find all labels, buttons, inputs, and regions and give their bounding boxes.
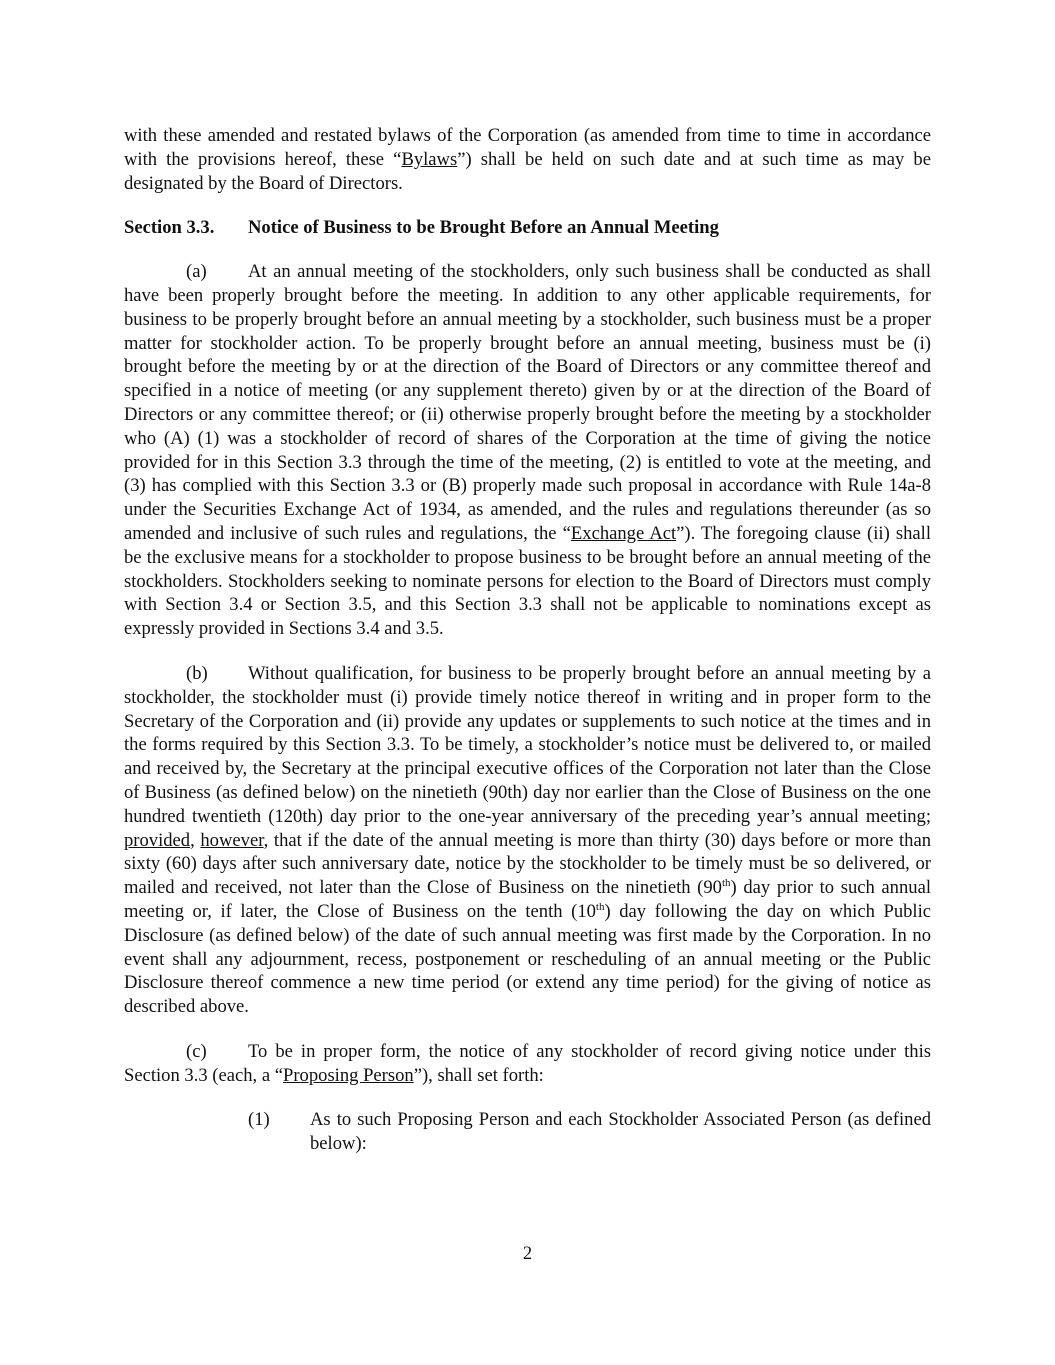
ordinal-suffix-10th: th [595,900,605,913]
paragraph-a-text-1: At an annual meeting of the stockholders, only such business shall be conducted as shall have been properly brought before the meeting. In addition to any other applicable requirements, for business to be properly brought before an annual meeting by a stockholder, such business must be a proper matter for stockholder action. To be properly brought before an annual meeting, business must be (i) brought before the meeting by or at the direction of the Board of Directors or any committee thereof and specified in a notice of meeting (or any supplement thereto) given by or at the direction of the Board of Directors or any committee thereof; or (ii) otherwise properly brought before the meeting by a stockholder who (A) (1) was a stockholder of record of shares of the Corporation at the time of giving the notice provided for in this Section 3.3 through the time of the meeting, (2) is entitled to vote at the meeting, and (3) has complied with this Section 3.3 or (B) properly made such proposal in accordance with Rule 14a-8 under the Securities Exchange Act of 1934, as amended, and the rules and regulations thereunder (as so amended and inclusive of such rules and regulations, the “ [124,261,931,544]
intro-text-1: with these amended and restated bylaws of the Corporation (as amended from time to time in accordance with the provisions hereof, these “ [124,125,931,170]
section-heading [124,216,931,240]
subparagraph-1 [248,1108,931,1156]
paragraph-a [124,260,931,641]
paragraph-c-label: (c) [186,1040,207,1062]
term-however: however [200,829,264,851]
defined-term-exchange-act: Exchange Act [570,522,677,544]
paragraph-a-text-2: ”). The foregoing clause (ii) shall be the exclusive means for a stockholder to propose business to be brought before an annual meeting of the stockholders. Stockholders seeking to nominate persons for election to the Board of Directors must comply with Section 3.4 or Section 3.5, and this Section 3.3 shall not be applicable to nominations except as expressly provided in Sections 3.4 and 3.5. [124,522,931,640]
paragraph-b-text-3: ) day prior to such annual meeting or, if later, the Close of Business on the tenth (10 [124,877,931,922]
paragraph-b-text-4: ) day following the day on which Public Disclosure (as defined below) of the date of such annual meeting was first made by the Corporation. In no event shall any adjournment, recess, postponement or rescheduling of an annual meeting or the Public Disclosure thereof commence a new time period (or extend any time period) for the giving of notice as described above. [124,900,932,1018]
section-title: Notice of Business to be Brought Before an Annual Meeting [248,217,719,239]
term-provided: provided [124,829,191,851]
section-number: Section 3.3. [124,217,215,239]
page-number: 2 [522,1243,533,1264]
defined-term-proposing-person: Proposing Person [283,1064,414,1086]
paragraph-c-text-1: To be in proper form, the notice of any stockholder of record giving notice under this Section 3.3 (each, a “ [124,1040,931,1086]
defined-term-bylaws: Bylaws [401,148,458,170]
paragraph-b-label: (b) [186,662,208,684]
document-page [124,124,931,1156]
paragraph-c-text-2: ”), shall set forth: [413,1064,544,1086]
paragraph-c [124,1040,931,1088]
paragraph-a-label: (a) [186,261,207,283]
ordinal-suffix-90th: th [721,876,731,889]
paragraph-b [124,662,931,1019]
paragraph-b-separator: , [190,829,201,851]
intro-text-2: ”) shall be held on such date and at such time as may be designated by the Board of Directors. [124,148,931,194]
subparagraph-1-label: (1) [248,1109,270,1131]
intro-paragraph [124,124,931,195]
paragraph-b-text-2: , that if the date of the annual meeting is more than thirty (30) days before or more than sixty (60) days after such anniversary date, notice by the stockholder to be timely must be so delivered, or mailed and received, not later than the Close of Business on the ninetieth (90 [124,829,932,899]
paragraph-b-text-1: Without qualification, for business to be properly brought before an annual meeting by a stockholder, the stockholder must (i) provide timely notice thereof in writing and in proper form to the Secretary of the Corporation and (ii) provide any updates or supplements to such notice at the times and in the forms required by this Section 3.3. To be timely, a stockholder’s notice must be delivered to, or mailed and received by, the Secretary at the principal executive offices of the Corporation not later than the Close of Business (as defined below) on the ninetieth (90th) day nor earlier than the Close of Business on the one hundred twentieth (120th) day prior to the one-year anniversary of the preceding year’s annual meeting; [124,662,931,827]
subparagraph-1-text: As to such Proposing Person and each Stockholder Associated Person (as defined below): [310,1109,931,1155]
